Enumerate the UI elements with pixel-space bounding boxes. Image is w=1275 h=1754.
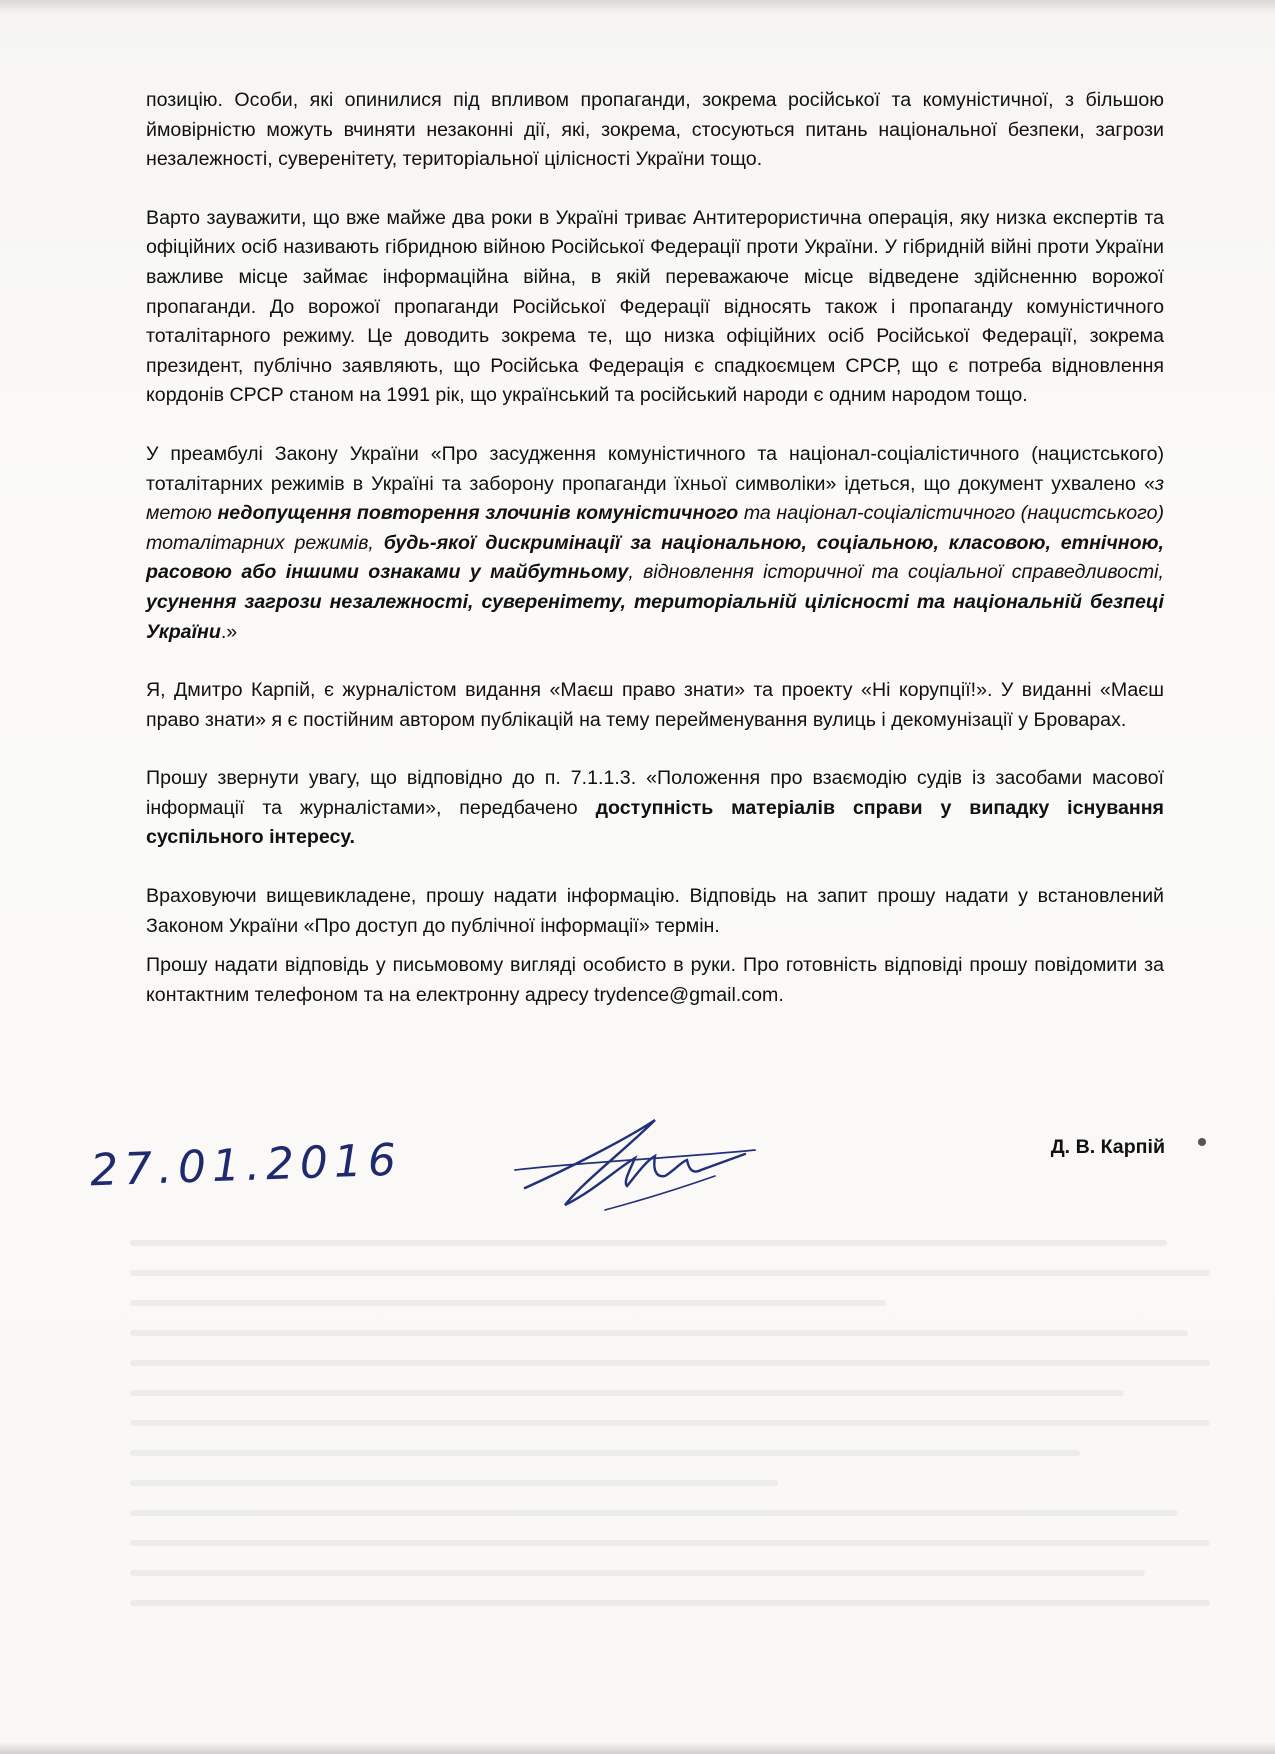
- paragraph: [146, 882, 1164, 941]
- paragraph: [146, 86, 1164, 175]
- paragraph: [146, 204, 1164, 411]
- signoff-block: [0, 1118, 1275, 1238]
- text-run: Враховуючи вищевикладене, прошу надати інформацію. Відповідь на запит прошу надати у встановлений Законом України «Про доступ до публічної інформації» термін.: [146, 885, 1164, 937]
- scan-bottom-edge: [0, 1742, 1275, 1754]
- signer-name: Д. В. Карпій: [1050, 1136, 1165, 1158]
- paragraph: [146, 764, 1164, 853]
- text-run: усунення загрози незалежності, суверенітету, територіальній цілісності та національній безпеці України: [146, 590, 1164, 643]
- paragraph: [146, 676, 1164, 735]
- text-run: .»: [220, 620, 238, 643]
- text-run: будь-якої дискримінації за національною, соціальною, класовою, етнічною, расовою або іншими ознаками у майбутньому: [146, 531, 1164, 584]
- text-run: позицію. Особи, які опинилися під впливом пропаганди, зокрема російської та комуністичної, з більшою ймовірністю можуть вчиняти незаконні дії, які, зокрема, стосуються питань національної безпеки, загрози незалежності, суверенітету, територіальної цілісності України тощо.: [146, 89, 1164, 171]
- paragraph: [146, 440, 1164, 647]
- text-run: доступність матеріалів справи у випадку існування суспільного інтересу.: [146, 796, 1164, 849]
- text-run: , відновлення історичної та соціальної справедливості,: [628, 561, 1164, 584]
- text-run: з метою: [146, 472, 1164, 525]
- text-run: Прошу звернути увагу, що відповідно до п. 7.1.1.3. «Положення про взаємодію судів із засобами масової інформації та журналістами», передбачено: [146, 767, 1164, 819]
- bleed-through-text: [130, 1240, 1210, 1720]
- scan-top-edge: [0, 0, 1275, 14]
- text-run: Варто зауважити, що вже майже два роки в Україні триває Антитерористична операція, яку низка експертів та офіційних осіб називають гібридною війною Російської Федерації проти України. У гібридній війні проти України важливе місце займає інформаційна війна, в якій переважаюче місце відведене здійсненню ворожої пропаганди. До ворожої пропаганди Російської Федерації відносять також і пропаганду комуністичного тоталітарного режиму. Це доводить зокрема те, що низка офіційних осіб Російської Федерації, зокрема президент, публічно заявляють, що Російська Федерація є спадкоємцем СРСР, що є потреба відновлення кордонів СРСР станом на 1991 рік, що український та російський народи є одним народом тощо.: [146, 206, 1164, 407]
- letter-body: [146, 86, 1164, 1010]
- text-run: недопущення повторення злочинів комуністичного: [217, 502, 739, 525]
- text-run: Я, Дмитро Карпій, є журналістом видання «Маєш право знати» та проекту «Ні корупції!». У виданні «Маєш право знати» я є постійним автором публікацій на тему перейменування вулиць і декомунізації у Броварах.: [146, 679, 1164, 731]
- text-run: Прошу надати відповідь у письмовому вигляді особисто в руки. Про готовність відповіді прошу повідомити за контактним телефоном та на електронну адресу trydence@gmail.com.: [146, 954, 1164, 1006]
- signature-image: [505, 1110, 765, 1220]
- scan-speck: [1198, 1138, 1206, 1146]
- paragraph: [146, 951, 1164, 1010]
- text-run: У преамбулі Закону України «Про засудження комуністичного та націонал-соціалістичного (нацистського) тоталітарних режимів в Україні та заборону пропаганди їхньої символіки» ідеться, що документ ухвалено «: [146, 442, 1164, 495]
- handwritten-date: 27.01.2016: [89, 1134, 403, 1197]
- text-run: та націонал-соціалістичного (нацистського) тоталітарних режимів,: [146, 502, 1164, 554]
